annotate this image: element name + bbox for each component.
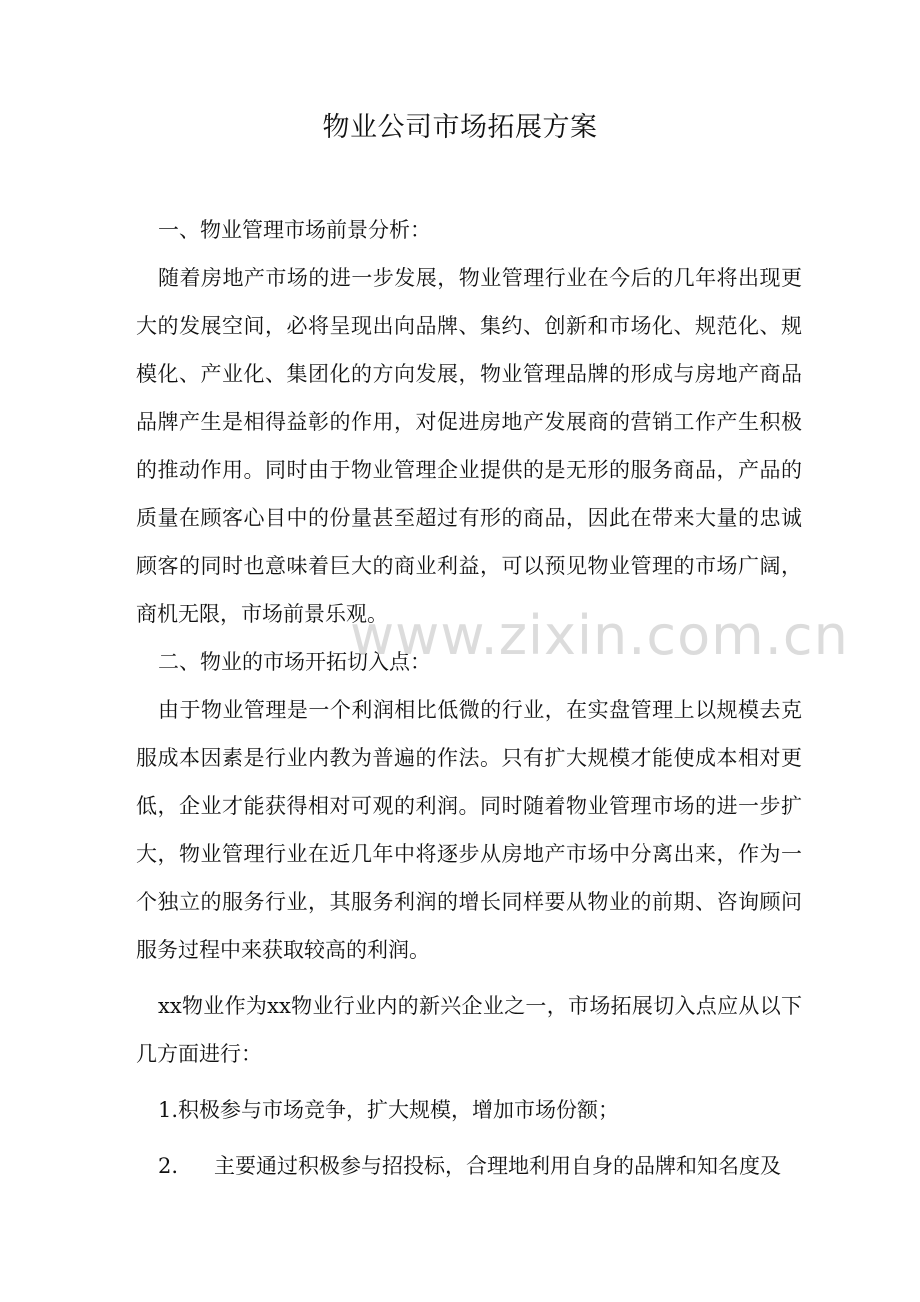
document-body [136,206,802,1190]
list-item-1-number: 1. [158,1098,179,1122]
paragraph-spacer [136,974,802,982]
section-2-heading: 二、物业的市场开拓切入点： [158,650,431,674]
section-1-heading: 一、物业管理市场前景分析： [158,218,431,242]
paragraph-spacer [136,1134,802,1142]
paragraph-spacer [136,1078,802,1086]
watermark: www.zixin.com.cn [350,604,849,667]
list-item-2 [136,1142,802,1190]
section-2-paragraph-2: xx物业作为xx物业行业内的新兴企业之一，市场拓展切入点应从以下几方面进行： [136,994,802,1066]
section-1-paragraph: 随着房地产市场的进一步发展，物业管理行业在今后的几年将出现更大的发展空间，必将呈现出向品牌、集约、创新和市场化、规范化、规模化、产业化、集团化的方向发展，物业管理品牌的形成与房地产商品品牌产生是相得益彰的作用，对促进房地产发展商的营销工作产生积极的推动作用。同时由于物业管理企业提供的是无形的服务商品，产品的质量在顾客心目中的份量甚至超过有形的商品，因此在带来大量的忠诚顾客的同时也意味着巨大的商业利益，可以预见物业管理的市场广阔，商机无限，市场前景乐观。 [136,266,802,626]
list-item-2-number: 2. [158,1154,179,1178]
list-item-1 [136,1086,802,1134]
document-title: 物业公司市场拓展方案 [322,112,598,143]
section-2-paragraph-1: 由于物业管理是一个利润相比低微的行业，在实盘管理上以规模去克服成本因素是行业内教为普遍的作法。只有扩大规模才能使成本相对更低，企业才能获得相对可观的利润。同时随着物业管理市场的进一步扩大，物业管理行业在近几年中将逐步从房地产市场中分离出来，作为一个独立的服务行业，其服务利润的增长同样要从物业的前期、咨询顾问服务过程中来获取较高的利润。 [136,698,802,962]
list-item-2-text: 主要通过积极参与招投标，合理地利用自身的品牌和知名度及 [214,1154,782,1178]
list-item-1-text: 积极参与市场竞争，扩大规模，增加市场份额； [178,1098,620,1122]
